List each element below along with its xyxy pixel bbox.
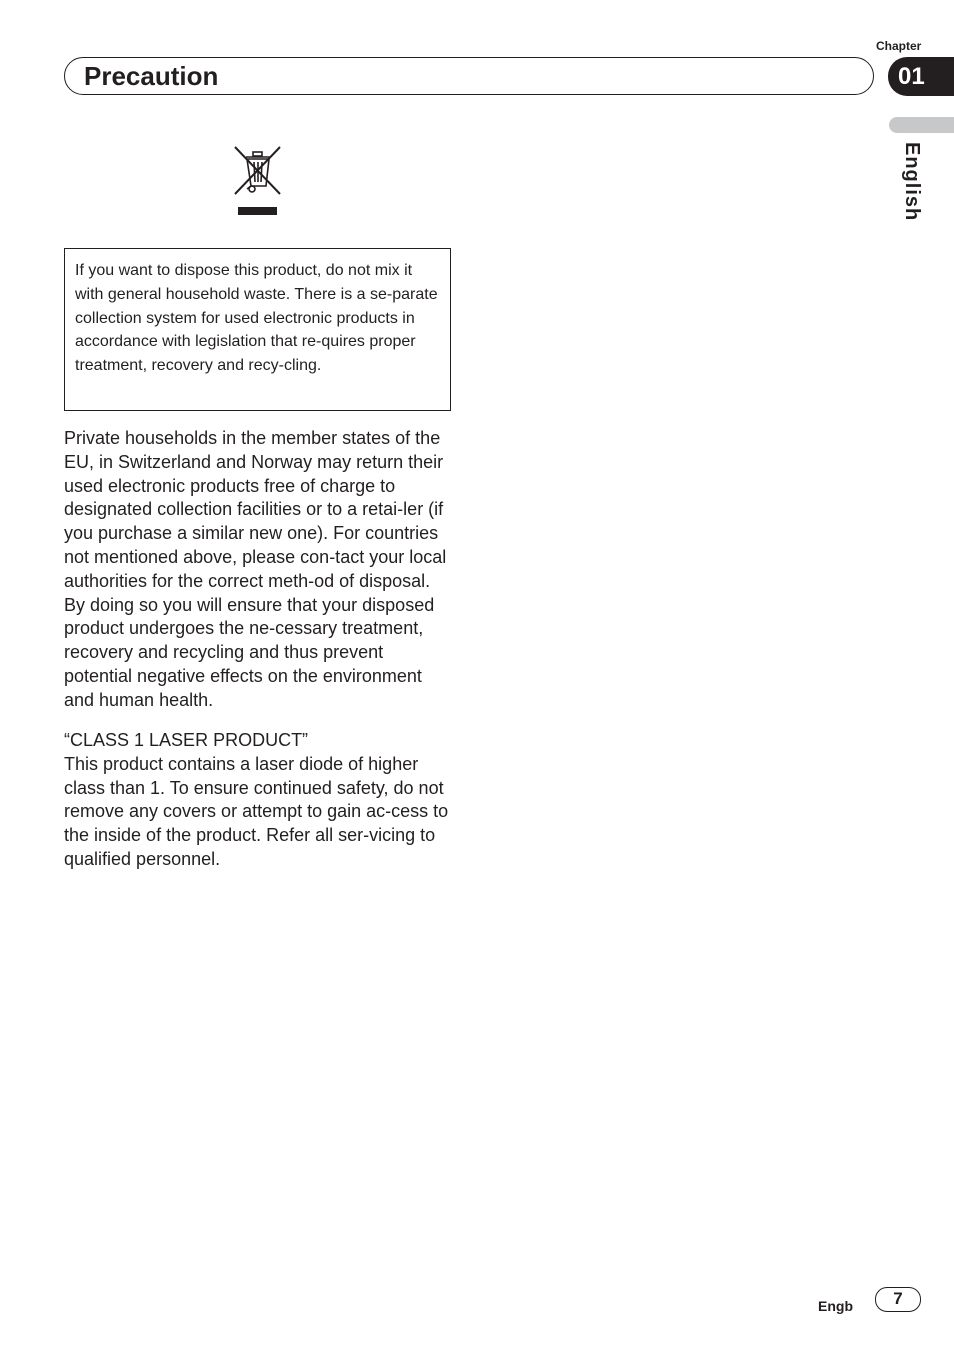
laser-section xyxy=(64,729,454,872)
disposal-notice-text: If you want to dispose this product, do not mix it with general household waste. There is a se-parate collection system for used electronic products in accordance with legislation that re-quires proper treatment, recovery and recy-cling. xyxy=(75,262,438,375)
disposal-notice-box xyxy=(64,248,451,411)
laser-heading: “CLASS 1 LASER PRODUCT” xyxy=(64,730,309,750)
disposal-paragraph: Private households in the member states of the EU, in Switzerland and Norway may return their used electronic products free of charge to designated collection facilities or to a retai-ler (if you purchase a similar new one). For countries not mentioned above, please con-tact your local authorities for the correct meth-od of disposal. By doing so you will ensure that your disposed product undergoes the ne-cessary treatment, recovery and recycling and thus prevent potential negative effects on the environment and human health. xyxy=(64,428,447,710)
chapter-number-tab: 01 xyxy=(888,57,954,96)
laser-text: This product contains a laser diode of higher class than 1. To ensure continued safety, do not remove any covers or attempt to gain ac-cess to the inside of the product. Refer all ser-vicing to qualified personnel. xyxy=(64,753,449,869)
page-title: Precaution xyxy=(84,61,219,91)
crossed-out-wheelie-bin-icon xyxy=(232,144,284,218)
chapter-label: Chapter xyxy=(876,39,922,53)
footer-language-code: Engb xyxy=(818,1298,853,1314)
language-label: English xyxy=(901,142,923,222)
page-number: 7 xyxy=(875,1287,921,1312)
language-tab xyxy=(889,117,954,133)
